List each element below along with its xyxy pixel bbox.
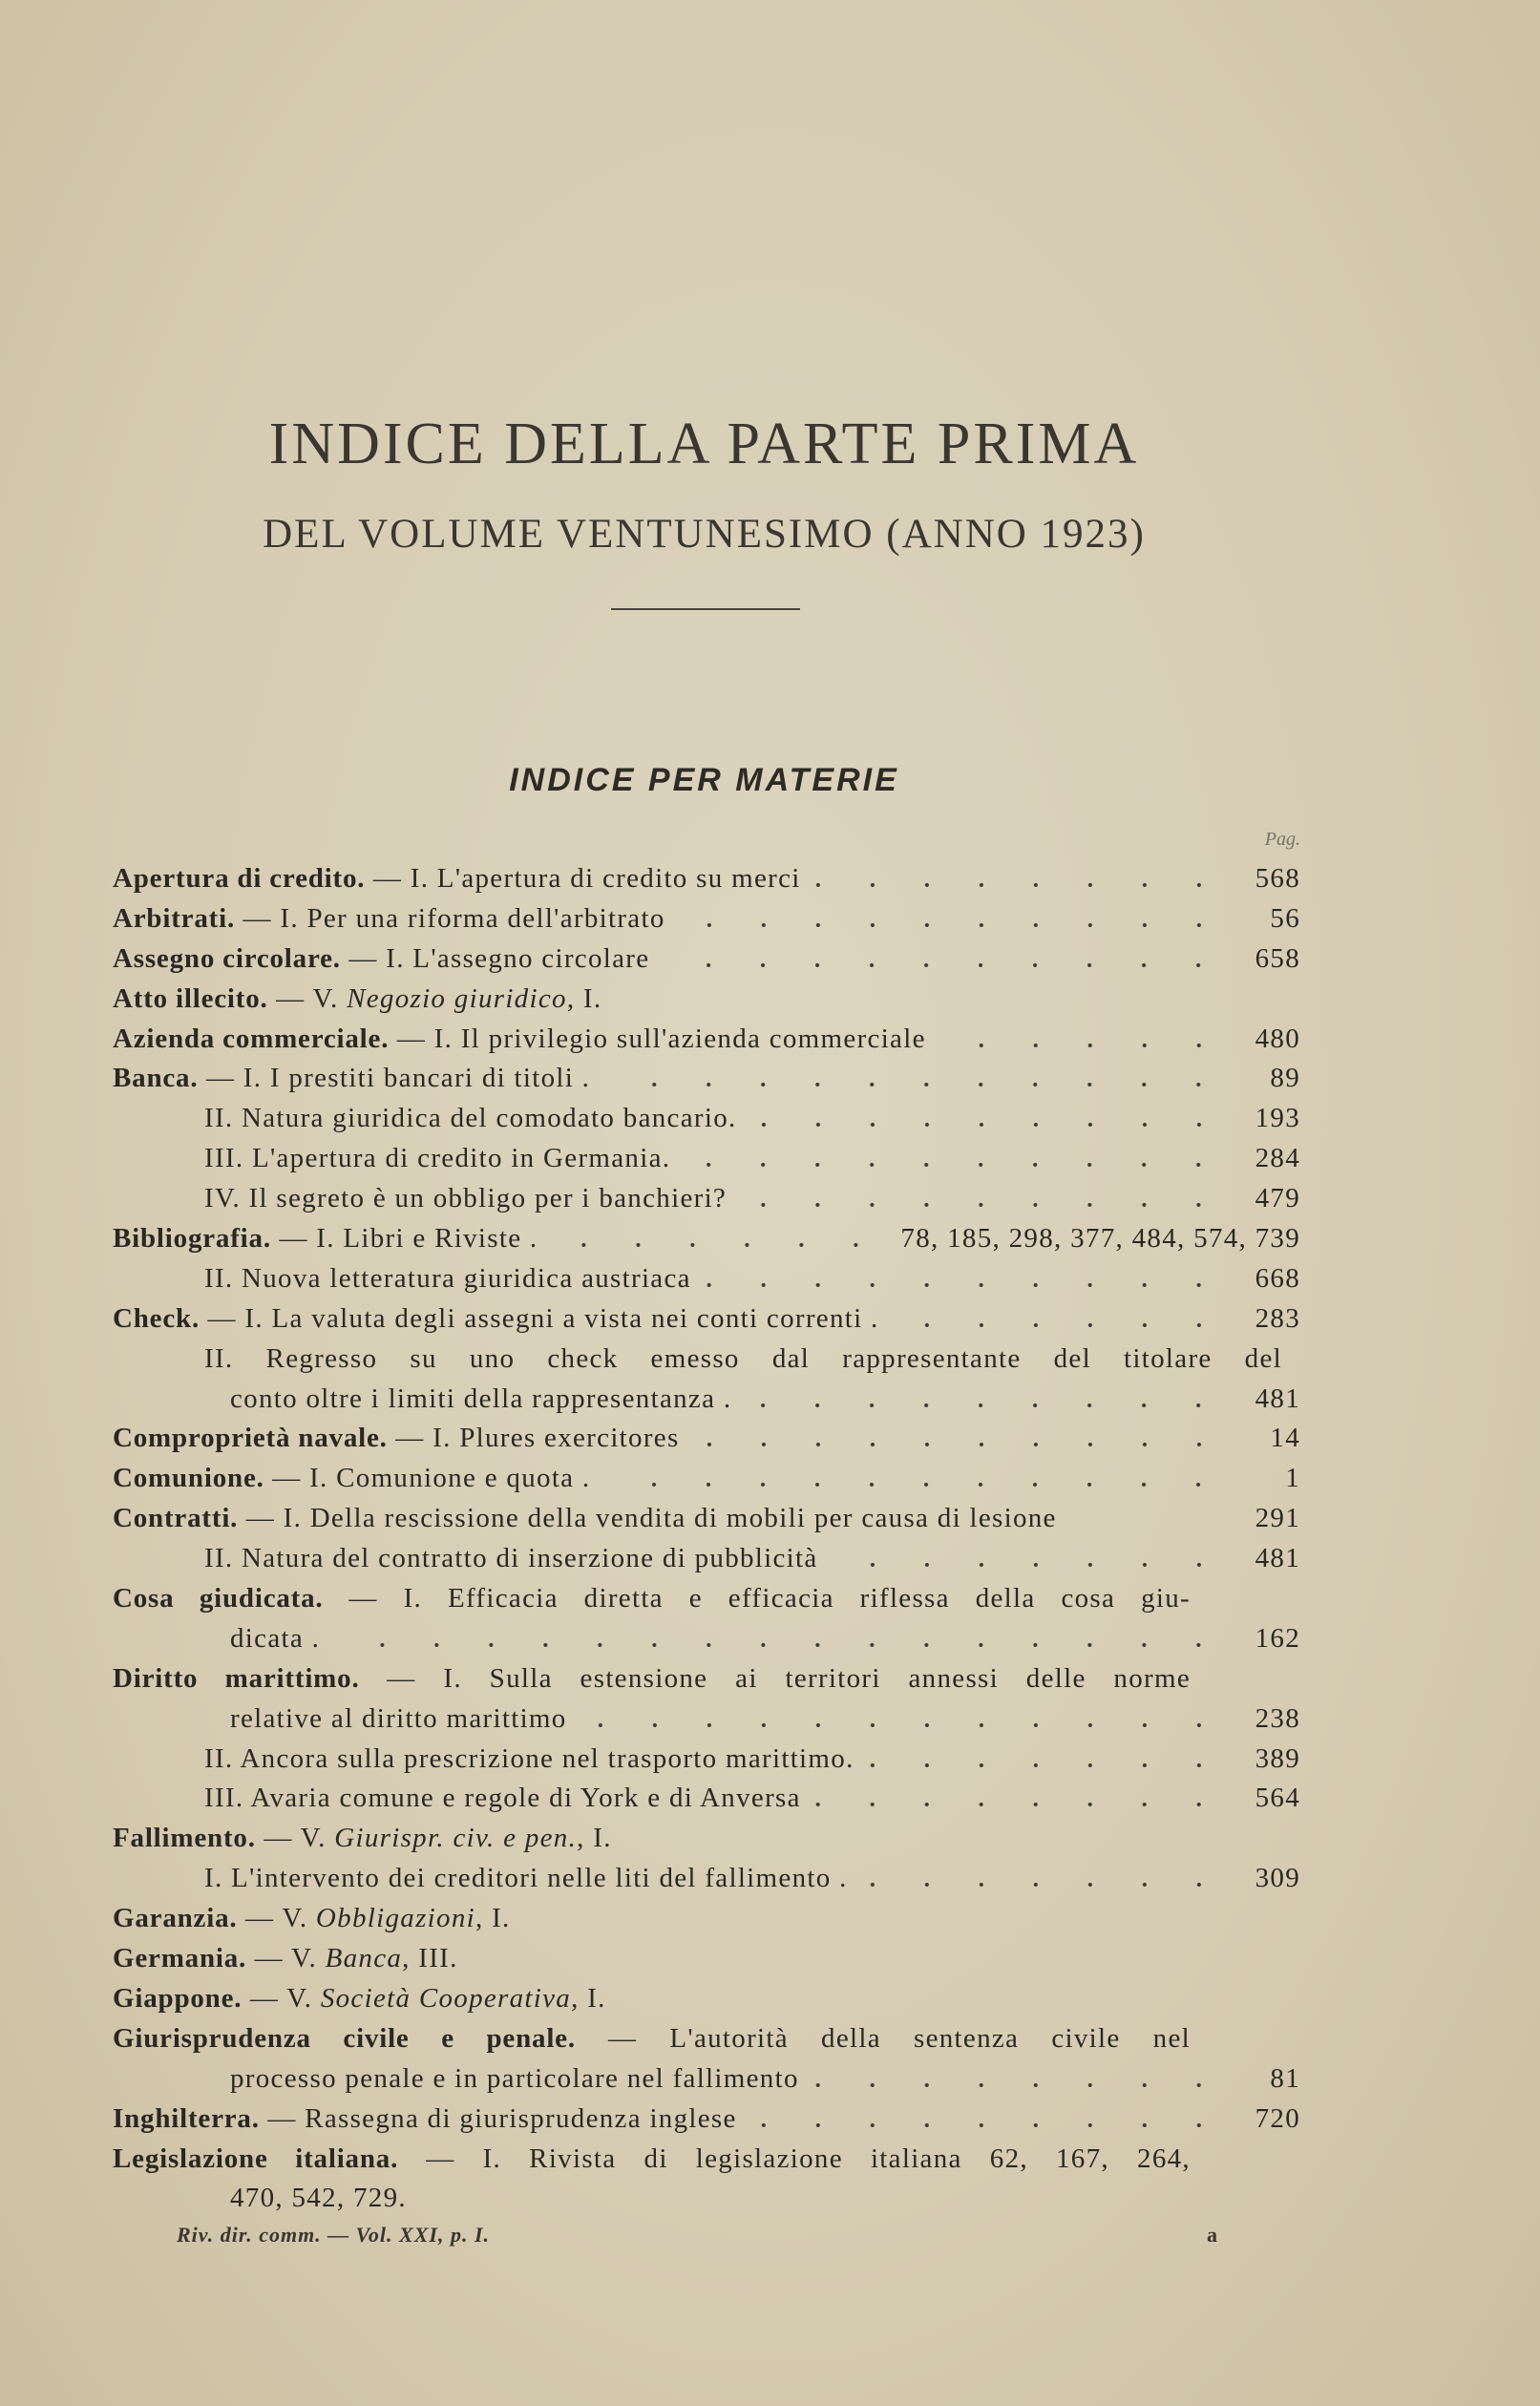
entry-text: — I. Rivista di legislazione italiana 62, 167, 264, <box>398 2142 1191 2174</box>
entry-text: — V. <box>267 982 348 1014</box>
page-number: 720 <box>1255 2102 1300 2134</box>
dot-leader <box>693 1419 1226 1459</box>
index-entry <box>113 1419 1300 1459</box>
entry-heading: Fallimento. <box>113 1823 256 1854</box>
index-entry <box>113 1059 1300 1099</box>
dot-leader <box>814 859 1226 899</box>
entry-text: II. Nuova letteratura giuridica austriaca <box>204 1262 691 1294</box>
dot-leader <box>603 1059 1226 1099</box>
entry-heading: Bibliografia. <box>113 1223 271 1255</box>
entry-body <box>113 1419 680 1459</box>
entry-heading: Azienda commerciale. <box>113 1023 390 1054</box>
index-entry <box>113 1859 1300 1899</box>
entry-text: II. Natura del contratto di inserzione di pubblicità <box>204 1543 818 1574</box>
entry-body <box>113 1819 612 1859</box>
entry-text: — I. L'apertura di credito su merci <box>365 863 801 894</box>
index-entry <box>113 2019 1300 2059</box>
entry-text: — I. I prestiti bancari di titoli . <box>198 1063 591 1094</box>
index-entry <box>113 1939 1300 1979</box>
entry-body <box>204 1740 854 1780</box>
index-entry <box>113 1340 1300 1380</box>
page-number: 291 <box>1255 1503 1300 1534</box>
entry-text: III. Avaria comune e regole di York e di Anversa <box>204 1783 801 1814</box>
entry-heading: Contratti. <box>113 1503 239 1534</box>
entry-text: — I. Il privilegio sull'azienda commerciale <box>389 1023 926 1054</box>
entry-reference: Banca <box>325 1943 403 1974</box>
entry-body <box>204 1139 670 1179</box>
entry-heading: Comunione. <box>113 1463 264 1494</box>
index-entry <box>113 859 1300 899</box>
dot-leader <box>663 939 1226 980</box>
entry-text: — Rassegna di giurisprudenza inglese <box>259 2102 737 2134</box>
index-entry <box>113 1699 1300 1740</box>
entry-text: IV. Il segreto è un obbligo per i banchieri? <box>204 1183 728 1214</box>
entry-body <box>113 1979 606 2019</box>
entry-body <box>204 1539 818 1579</box>
page-number: 56 <box>1270 902 1300 934</box>
entry-body <box>204 1859 848 1899</box>
dot-leader <box>705 1259 1226 1299</box>
page-number: 568 <box>1255 863 1300 894</box>
index-entry <box>113 1499 1300 1539</box>
dot-leader <box>939 1020 1226 1060</box>
entry-body <box>113 939 649 980</box>
entry-body <box>204 1179 727 1219</box>
index-entry <box>113 2059 1300 2100</box>
entry-body <box>204 1099 737 1139</box>
signature-mark: a <box>1207 2223 1217 2247</box>
index-entry <box>113 939 1300 980</box>
page-number: 162 <box>1255 1622 1300 1654</box>
entry-body <box>113 1459 590 1499</box>
page-number: 89 <box>1270 1063 1300 1094</box>
entry-text: I. L'intervento dei creditori nelle liti del fallimento . <box>204 1863 848 1894</box>
entry-body <box>113 859 801 899</box>
dot-leader <box>684 1139 1226 1179</box>
page-number: 81 <box>1270 2062 1300 2094</box>
index-entry <box>113 1899 1300 1939</box>
page-subtitle: DEL VOLUME VENTUNESIMO (ANNO 1923) <box>263 512 1146 557</box>
entry-reference: Società Cooperativa <box>320 1982 572 2014</box>
page-number: 283 <box>1255 1302 1300 1334</box>
entry-heading: Giappone. <box>113 1982 243 2014</box>
entry-reference: Obbligazioni <box>315 1903 475 1934</box>
dot-leader <box>750 2100 1226 2140</box>
index-entry <box>113 2140 1300 2180</box>
entry-body <box>113 2100 737 2140</box>
entry-heading: Giurisprudenza civile e penale. <box>113 2022 576 2054</box>
entry-body <box>230 1699 567 1740</box>
index-entry <box>113 1819 1300 1859</box>
index-entry <box>113 1579 1300 1619</box>
entry-text: II. Ancora sulla prescrizione nel trasporto marittimo. <box>204 1742 854 1774</box>
entry-text: II. Regresso su uno check emesso dal rappresentante del titolare del <box>204 1342 1282 1374</box>
entry-text: processo penale e in particolare nel fallimento <box>230 2062 799 2094</box>
entry-body <box>113 1939 458 1979</box>
dot-leader <box>832 1539 1226 1579</box>
index-entry <box>113 980 1300 1020</box>
entry-text: — L'autorità della sentenza civile nel <box>575 2022 1191 2054</box>
entry-text: — I. Della rescissione della vendita di mobili per causa di lesione <box>238 1503 1057 1534</box>
page-number: 309 <box>1255 1863 1300 1894</box>
entry-body <box>113 1059 590 1099</box>
entry-heading: Legislazione italiana. <box>113 2142 399 2174</box>
entry-text: — I. Sulla estensione ai territori annessi delle norme <box>359 1662 1191 1694</box>
page-number: 238 <box>1255 1702 1300 1734</box>
page-number: 658 <box>1255 942 1300 974</box>
index-entry <box>113 1099 1300 1139</box>
entry-heading: Germania. <box>113 1943 247 1974</box>
page-number: 1 <box>1285 1463 1300 1494</box>
index-entry <box>113 1179 1300 1219</box>
dot-leader <box>745 1380 1226 1420</box>
entry-reference-suffix: , I. <box>577 1823 612 1854</box>
entry-text: — V. <box>237 1903 316 1934</box>
entry-heading: Apertura di credito. <box>113 863 366 894</box>
entry-heading: Diritto marittimo. <box>113 1662 360 1694</box>
index-entry <box>113 1219 1300 1259</box>
entry-body <box>230 2059 799 2100</box>
dot-leader <box>861 1859 1226 1899</box>
entry-body <box>204 1259 691 1299</box>
entry-body <box>113 2019 1191 2059</box>
index-entry <box>113 1659 1300 1699</box>
index-entry <box>113 1740 1300 1780</box>
entry-body <box>113 1020 926 1060</box>
entry-reference-suffix: , I. <box>571 1982 606 2014</box>
page-number: 481 <box>1255 1382 1300 1414</box>
entry-reference-suffix: , I. <box>475 1903 511 1934</box>
entry-body <box>113 2140 1191 2180</box>
dot-leader <box>551 1219 883 1259</box>
page-number: 668 <box>1255 1262 1300 1294</box>
entry-text: III. L'apertura di credito in Germania. <box>204 1143 671 1174</box>
entry-body <box>113 980 601 1020</box>
index-entry <box>113 1380 1300 1420</box>
entry-heading: Cosa giudicata. <box>113 1583 324 1615</box>
subject-index <box>113 859 1300 2219</box>
entry-body <box>230 2179 407 2219</box>
entry-text: — I. Efficacia diretta e efficacia riflessa della cosa giu- <box>323 1583 1191 1615</box>
index-entry <box>113 1619 1300 1659</box>
entry-body <box>113 1499 1057 1539</box>
entry-body <box>230 1380 731 1420</box>
page-number: 389 <box>1255 1742 1300 1774</box>
section-heading: INDICE PER MATERIE <box>509 762 899 798</box>
entry-text: 470, 542, 729. <box>230 2183 407 2214</box>
entry-body <box>113 899 665 939</box>
dot-leader <box>814 1779 1226 1819</box>
entry-text: II. Natura giuridica del comodato bancario. <box>204 1103 737 1134</box>
dot-leader <box>750 1099 1226 1139</box>
dot-leader <box>868 1740 1226 1780</box>
entry-text: — V. <box>246 1943 326 1974</box>
page-number: 481 <box>1255 1543 1300 1574</box>
index-entry <box>113 1779 1300 1819</box>
entry-reference-suffix: , I. <box>566 982 602 1014</box>
entry-text: — V. <box>255 1823 335 1854</box>
page-number: 564 <box>1255 1783 1300 1814</box>
entry-text: — I. Libri e Riviste . <box>270 1223 538 1255</box>
dot-leader <box>893 1299 1226 1340</box>
page-number: 479 <box>1255 1183 1300 1214</box>
entry-body <box>204 1779 801 1819</box>
index-entry <box>113 1979 1300 2019</box>
index-entry <box>113 2100 1300 2140</box>
entry-heading: Assegno circolare. <box>113 942 341 974</box>
page-number: 284 <box>1255 1143 1300 1174</box>
entry-heading: Comproprietà navale. <box>113 1423 388 1454</box>
dot-leader <box>812 2059 1226 2100</box>
entry-text: — I. Plures exercitores <box>387 1423 680 1454</box>
index-entry <box>113 1259 1300 1299</box>
entry-heading: Atto illecito. <box>113 982 268 1014</box>
entry-body <box>230 1619 320 1659</box>
entry-heading: Banca. <box>113 1063 199 1094</box>
index-entry <box>113 1539 1300 1579</box>
dot-leader <box>679 899 1226 939</box>
entry-body <box>204 1340 1282 1380</box>
entry-body <box>113 1899 511 1939</box>
page-number: 14 <box>1270 1423 1300 1454</box>
index-entry <box>113 1020 1300 1060</box>
dot-leader <box>333 1619 1226 1659</box>
entry-text: conto oltre i limiti della rappresentanza . <box>230 1382 732 1414</box>
dot-leader <box>740 1179 1226 1219</box>
page-number: 480 <box>1255 1023 1300 1054</box>
entry-heading: Arbitrati. <box>113 902 235 934</box>
footer-journal: Riv. dir. comm. — Vol. XXI, p. I. <box>177 2223 491 2247</box>
page-number: 78, 185, 298, 377, 484, 574, 739 <box>900 1223 1300 1255</box>
index-entry <box>113 2179 1300 2219</box>
entry-text: — I. Per una riforma dell'arbitrato <box>235 902 665 934</box>
entry-body <box>113 1579 1191 1619</box>
entry-heading: Check. <box>113 1302 200 1334</box>
entry-reference: Giurispr. civ. e pen. <box>334 1823 578 1854</box>
entry-text: — I. L'assegno circolare <box>340 942 650 974</box>
index-entry <box>113 1299 1300 1340</box>
page-title: INDICE DELLA PARTE PRIMA <box>268 412 1140 476</box>
entry-body <box>113 1659 1191 1699</box>
page-number: 193 <box>1255 1103 1300 1134</box>
entry-text: — I. La valuta degli assegni a vista nei conti correnti . <box>200 1302 879 1334</box>
entry-body <box>113 1299 879 1340</box>
index-entry <box>113 899 1300 939</box>
entry-heading: Garanzia. <box>113 1903 238 1934</box>
dot-leader <box>603 1459 1226 1499</box>
dot-leader <box>580 1699 1226 1740</box>
entry-heading: Inghilterra. <box>113 2102 260 2134</box>
page-column-label: Pag. <box>1264 829 1300 850</box>
entry-reference-suffix: , III. <box>402 1943 458 1974</box>
title-divider <box>611 608 800 610</box>
entry-text: relative al diritto marittimo <box>230 1702 567 1734</box>
entry-text: — I. Comunione e quota . <box>264 1463 591 1494</box>
entry-text: — V. <box>242 1982 321 2014</box>
entry-text: dicata . <box>230 1622 321 1654</box>
index-entry <box>113 1459 1300 1499</box>
entry-body <box>113 1219 538 1259</box>
entry-reference: Negozio giuridico <box>347 982 567 1014</box>
index-entry <box>113 1139 1300 1179</box>
